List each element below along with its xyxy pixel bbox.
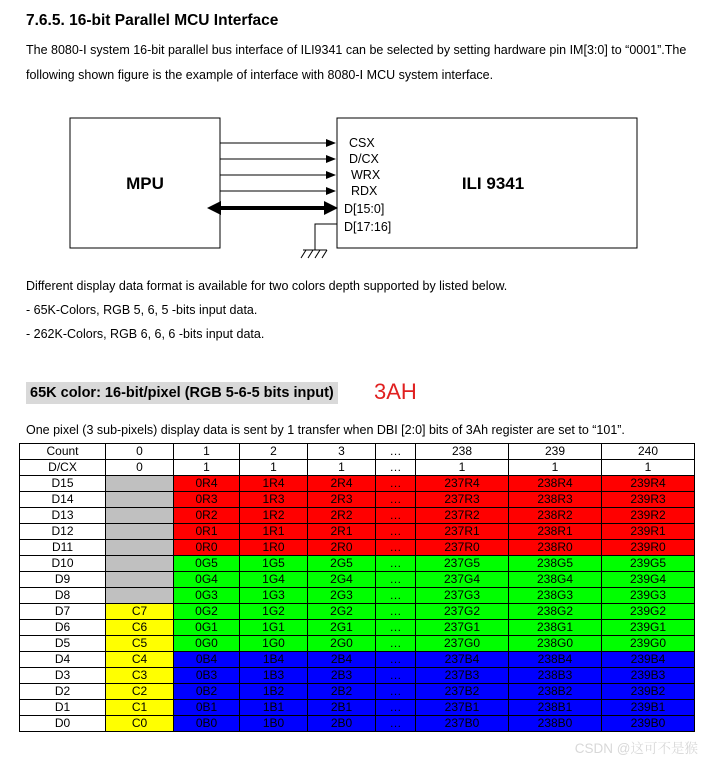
- table-cell: 237B3: [416, 668, 509, 684]
- table-cell: 238B0: [509, 716, 602, 732]
- table-cell: 238G3: [509, 588, 602, 604]
- table-row: [20, 556, 695, 572]
- table-cell: [106, 524, 174, 540]
- table-cell: D1: [20, 700, 106, 716]
- table-cell: 2G1: [308, 620, 376, 636]
- table-cell: D15: [20, 476, 106, 492]
- table-row: [20, 700, 695, 716]
- data-bus-left-arrowhead: [207, 201, 221, 215]
- table-cell: …: [376, 524, 416, 540]
- table-row: [20, 716, 695, 732]
- table-cell: …: [376, 444, 416, 460]
- table-cell: 0R0: [174, 540, 240, 556]
- ground-hatch-2: [308, 250, 313, 258]
- table-cell: …: [376, 508, 416, 524]
- table-cell: 0B0: [174, 716, 240, 732]
- table-cell: …: [376, 636, 416, 652]
- table-cell: 238G1: [509, 620, 602, 636]
- table-cell: D3: [20, 668, 106, 684]
- signal-dcx: D/CX: [349, 152, 379, 166]
- table-cell: D7: [20, 604, 106, 620]
- table-cell: 1R3: [240, 492, 308, 508]
- table-cell: C2: [106, 684, 174, 700]
- table-cell: [106, 556, 174, 572]
- table-cell: …: [376, 572, 416, 588]
- table-cell: C0: [106, 716, 174, 732]
- table-cell: 2B0: [308, 716, 376, 732]
- table-row: [20, 460, 695, 476]
- table-cell: 2B3: [308, 668, 376, 684]
- table-cell: 237R0: [416, 540, 509, 556]
- table-cell: …: [376, 556, 416, 572]
- table-cell: 1G0: [240, 636, 308, 652]
- table-cell: 1: [416, 460, 509, 476]
- table-cell: 0R4: [174, 476, 240, 492]
- table-cell: C3: [106, 668, 174, 684]
- table-cell: 238R3: [509, 492, 602, 508]
- table-cell: …: [376, 588, 416, 604]
- table-cell: 0G2: [174, 604, 240, 620]
- table-cell: 1B0: [240, 716, 308, 732]
- table-cell: …: [376, 668, 416, 684]
- table-cell: 0R2: [174, 508, 240, 524]
- table-cell: 237R4: [416, 476, 509, 492]
- data-bus-right-arrowhead: [324, 201, 338, 215]
- table-cell: D5: [20, 636, 106, 652]
- table-cell: D6: [20, 620, 106, 636]
- table-cell: 238R4: [509, 476, 602, 492]
- table-cell: …: [376, 716, 416, 732]
- table-row: [20, 652, 695, 668]
- table-cell: C6: [106, 620, 174, 636]
- table-cell: 0G4: [174, 572, 240, 588]
- table-cell: D11: [20, 540, 106, 556]
- table-cell: 237G5: [416, 556, 509, 572]
- table-cell: 1B1: [240, 700, 308, 716]
- watermark: CSDN @这可不是猴: [574, 741, 698, 756]
- interface-diagram: [0, 110, 712, 270]
- table-cell: 1G3: [240, 588, 308, 604]
- table-cell: 1: [174, 460, 240, 476]
- table-cell: 237G1: [416, 620, 509, 636]
- ground-hatch-3: [315, 250, 320, 258]
- table-cell: 2G0: [308, 636, 376, 652]
- table-cell: D8: [20, 588, 106, 604]
- table-cell: …: [376, 476, 416, 492]
- table-cell: 0R3: [174, 492, 240, 508]
- table-cell: 0B3: [174, 668, 240, 684]
- table-cell: 237R2: [416, 508, 509, 524]
- table-cell: 2: [240, 444, 308, 460]
- transfer-note: One pixel (3 sub-pixels) display data is sent by 1 transfer when DBI [2:0] bits of 3Ah register are set to “101”.: [26, 423, 625, 437]
- table-cell: 240: [602, 444, 695, 460]
- table-cell: 239G3: [602, 588, 695, 604]
- table-cell: 1R0: [240, 540, 308, 556]
- table-cell: 0B1: [174, 700, 240, 716]
- table-cell: 238: [416, 444, 509, 460]
- table-cell: D2: [20, 684, 106, 700]
- table-row: [20, 620, 695, 636]
- table-row: [20, 540, 695, 556]
- section-title: 65K color: 16-bit/pixel (RGB 5-6-5 bits input): [26, 382, 338, 404]
- table-cell: …: [376, 460, 416, 476]
- table-cell: 239G2: [602, 604, 695, 620]
- table-cell: 2B1: [308, 700, 376, 716]
- table-row: [20, 508, 695, 524]
- table-cell: 239B1: [602, 700, 695, 716]
- signal-csx: CSX: [349, 136, 375, 150]
- table-cell: 0B2: [174, 684, 240, 700]
- table-cell: 239R1: [602, 524, 695, 540]
- table-cell: 0: [106, 444, 174, 460]
- pixel-data-table: [19, 443, 695, 732]
- table-cell: 1B2: [240, 684, 308, 700]
- table-cell: C7: [106, 604, 174, 620]
- signal-wrx: WRX: [351, 168, 381, 182]
- table-cell: 237G0: [416, 636, 509, 652]
- table-cell: …: [376, 700, 416, 716]
- table-cell: 238G0: [509, 636, 602, 652]
- table-cell: 0: [106, 460, 174, 476]
- table-cell: 238R0: [509, 540, 602, 556]
- table-cell: …: [376, 604, 416, 620]
- table-cell: 2R0: [308, 540, 376, 556]
- page-title: 7.6.5. 16-bit Parallel MCU Interface: [26, 12, 279, 29]
- table-cell: 2R1: [308, 524, 376, 540]
- table-cell: [106, 540, 174, 556]
- table-cell: 2G5: [308, 556, 376, 572]
- table-cell: [106, 492, 174, 508]
- table-row: [20, 684, 695, 700]
- table-cell: D12: [20, 524, 106, 540]
- table-cell: C1: [106, 700, 174, 716]
- table-cell: 239R2: [602, 508, 695, 524]
- table-cell: [106, 588, 174, 604]
- mpu-label: MPU: [126, 174, 164, 193]
- signal-data-high: D[17:16]: [344, 220, 392, 234]
- table-cell: …: [376, 652, 416, 668]
- table-cell: 2G3: [308, 588, 376, 604]
- table-cell: 237G3: [416, 588, 509, 604]
- ground-hatch-4: [322, 250, 327, 258]
- signal-rdx: RDX: [351, 184, 378, 198]
- table-cell: 1G5: [240, 556, 308, 572]
- table-cell: 1: [174, 444, 240, 460]
- table-row: [20, 476, 695, 492]
- table-cell: D10: [20, 556, 106, 572]
- table-row: [20, 524, 695, 540]
- table-cell: 0B4: [174, 652, 240, 668]
- ground-hatch-1: [301, 250, 306, 258]
- table-cell: D/CX: [20, 460, 106, 476]
- table-cell: D9: [20, 572, 106, 588]
- formats-intro: Different display data format is available for two colors depth supported by listed below.: [26, 279, 508, 293]
- table-cell: 239R4: [602, 476, 695, 492]
- table-cell: 238G2: [509, 604, 602, 620]
- table-cell: 2R3: [308, 492, 376, 508]
- table-cell: 237G2: [416, 604, 509, 620]
- table-cell: 237B4: [416, 652, 509, 668]
- table-cell: 1G4: [240, 572, 308, 588]
- table-cell: 239B4: [602, 652, 695, 668]
- table-cell: 238B2: [509, 684, 602, 700]
- table-cell: 238R1: [509, 524, 602, 540]
- table-cell: 237R1: [416, 524, 509, 540]
- table-cell: 0G1: [174, 620, 240, 636]
- table-cell: 1: [509, 460, 602, 476]
- table-cell: C5: [106, 636, 174, 652]
- ground-line: [315, 224, 337, 250]
- table-cell: 1B4: [240, 652, 308, 668]
- table-row: [20, 636, 695, 652]
- table-cell: …: [376, 540, 416, 556]
- table-cell: …: [376, 492, 416, 508]
- table-cell: 237B1: [416, 700, 509, 716]
- table-cell: 0G5: [174, 556, 240, 572]
- table-cell: 1: [240, 460, 308, 476]
- table-cell: 2B2: [308, 684, 376, 700]
- table-cell: 237G4: [416, 572, 509, 588]
- table-cell: 1R2: [240, 508, 308, 524]
- table-cell: 238B4: [509, 652, 602, 668]
- table-cell: 237B0: [416, 716, 509, 732]
- table-cell: …: [376, 684, 416, 700]
- table-cell: 1: [308, 460, 376, 476]
- register-annotation: 3AH: [374, 379, 417, 404]
- table-cell: 239B3: [602, 668, 695, 684]
- table-cell: 2G4: [308, 572, 376, 588]
- table-row: [20, 492, 695, 508]
- table-cell: 2B4: [308, 652, 376, 668]
- signal-data-bus: D[15:0]: [344, 202, 385, 216]
- table-row: [20, 604, 695, 620]
- table-cell: 0G0: [174, 636, 240, 652]
- table-row: [20, 588, 695, 604]
- table-cell: 2R2: [308, 508, 376, 524]
- table-cell: 238R2: [509, 508, 602, 524]
- table-cell: [106, 572, 174, 588]
- table-cell: 239G4: [602, 572, 695, 588]
- table-cell: D0: [20, 716, 106, 732]
- table-cell: 1: [602, 460, 695, 476]
- table-cell: 1G2: [240, 604, 308, 620]
- table-cell: C4: [106, 652, 174, 668]
- table-cell: …: [376, 620, 416, 636]
- table-cell: 239: [509, 444, 602, 460]
- table-row: [20, 668, 695, 684]
- table-cell: 239G5: [602, 556, 695, 572]
- table-cell: 239G0: [602, 636, 695, 652]
- table-row: [20, 444, 695, 460]
- table-cell: 2G2: [308, 604, 376, 620]
- table-cell: 0R1: [174, 524, 240, 540]
- chip-label: ILI 9341: [461, 174, 525, 193]
- table-cell: 1B3: [240, 668, 308, 684]
- format-item-65k: - 65K-Colors, RGB 5, 6, 5 -bits input data.: [26, 303, 258, 317]
- table-cell: Count: [20, 444, 106, 460]
- table-row: [20, 572, 695, 588]
- table-cell: 238G5: [509, 556, 602, 572]
- table-cell: 239R0: [602, 540, 695, 556]
- table-cell: 239G1: [602, 620, 695, 636]
- table-cell: 1R1: [240, 524, 308, 540]
- table-cell: [106, 476, 174, 492]
- table-cell: [106, 508, 174, 524]
- table-cell: 237R3: [416, 492, 509, 508]
- table-cell: 238B3: [509, 668, 602, 684]
- table-cell: D4: [20, 652, 106, 668]
- table-cell: 1G1: [240, 620, 308, 636]
- table-cell: 1R4: [240, 476, 308, 492]
- table-cell: 238B1: [509, 700, 602, 716]
- table-cell: 239B2: [602, 684, 695, 700]
- table-cell: D13: [20, 508, 106, 524]
- table-cell: 238G4: [509, 572, 602, 588]
- table-cell: D14: [20, 492, 106, 508]
- table-cell: 0G3: [174, 588, 240, 604]
- table-cell: 3: [308, 444, 376, 460]
- table-cell: 237B2: [416, 684, 509, 700]
- table-cell: 2R4: [308, 476, 376, 492]
- table-cell: 239B0: [602, 716, 695, 732]
- intro-paragraph: The 8080-Ⅰ system 16-bit parallel bus interface of ILI9341 can be selected by setting hardware pin IM[3:0] to “0001”.The following shown figure is the example of interface with 8080-Ⅰ MCU system interface.: [26, 43, 687, 82]
- table-cell: 239R3: [602, 492, 695, 508]
- format-item-262k: - 262K-Colors, RGB 6, 6, 6 -bits input data.: [26, 327, 265, 341]
